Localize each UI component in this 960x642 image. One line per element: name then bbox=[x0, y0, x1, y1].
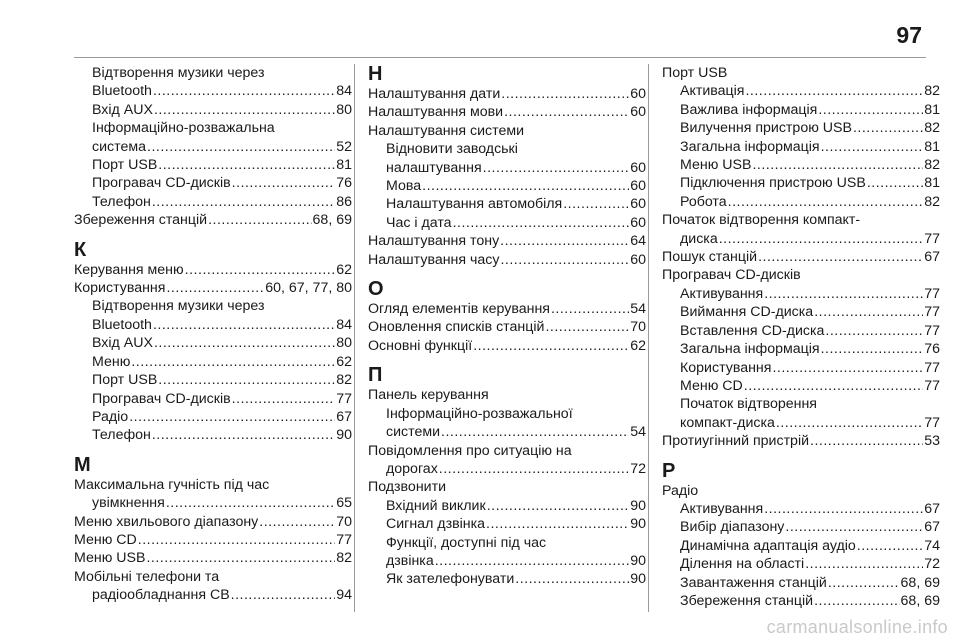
entry-title: Збереження станцій bbox=[74, 212, 208, 229]
index-subentry bbox=[74, 353, 352, 371]
watermark: carmanualsonline.info bbox=[766, 617, 948, 637]
entry-title: Програвач CD-дисків bbox=[92, 390, 231, 407]
index-subentry bbox=[662, 359, 940, 377]
entry-title: Налаштування часу bbox=[368, 251, 500, 268]
entry-title: Налаштування мови bbox=[368, 104, 504, 121]
entry-title: Меню CD bbox=[74, 531, 137, 548]
entry-title: Функції, доступні під час bbox=[386, 534, 547, 551]
index-entry bbox=[662, 266, 940, 284]
dot-leader bbox=[867, 174, 923, 192]
entry-title: Сигнал дзвінка bbox=[386, 516, 486, 533]
index-entry bbox=[74, 549, 352, 567]
index-letter-heading: Н bbox=[368, 63, 383, 85]
entry-page-ref: 64 bbox=[630, 233, 646, 250]
dot-leader bbox=[153, 316, 335, 334]
entry-title: Радіо bbox=[662, 482, 699, 499]
entry-page-ref: 54 bbox=[630, 424, 646, 441]
index-subentry bbox=[74, 316, 352, 334]
entry-title: Налаштування системи bbox=[368, 122, 525, 139]
dot-leader bbox=[129, 408, 335, 426]
entry-title: Радіо bbox=[92, 408, 129, 425]
index-subentry bbox=[74, 334, 352, 352]
entry-page-ref: 74 bbox=[924, 537, 940, 554]
entry-title: Меню CD bbox=[680, 377, 743, 394]
entry-title: Основні функції bbox=[368, 337, 473, 354]
index-subentry bbox=[662, 230, 940, 248]
index-entry bbox=[368, 318, 646, 336]
dot-leader bbox=[422, 177, 629, 195]
dot-leader bbox=[147, 138, 335, 156]
dot-leader bbox=[435, 552, 630, 570]
entry-title: увімкнення bbox=[92, 495, 165, 512]
entry-page-ref: 68, 69 bbox=[900, 574, 940, 591]
entry-page-ref: 68, 69 bbox=[900, 592, 940, 609]
entry-page-ref: 67 bbox=[924, 500, 940, 517]
index-subentry bbox=[662, 395, 940, 413]
index-subentry bbox=[74, 390, 352, 408]
entry-title: Загальна інформація bbox=[680, 341, 820, 358]
entry-title: Налаштування дати bbox=[368, 86, 501, 102]
entry-title: Налаштування тону bbox=[368, 233, 500, 250]
index-entry bbox=[662, 482, 940, 500]
entry-page-ref: 68, 69 bbox=[312, 212, 352, 229]
index-column-2 bbox=[368, 64, 646, 589]
index-letter-heading: Р bbox=[662, 459, 676, 482]
dot-leader bbox=[439, 460, 629, 478]
dot-leader bbox=[487, 497, 630, 515]
entry-page-ref: 60 bbox=[630, 159, 646, 176]
entry-title: Активування bbox=[680, 285, 764, 302]
index-subentry bbox=[74, 408, 352, 426]
entry-page-ref: 84 bbox=[336, 83, 352, 100]
index-subentry bbox=[368, 552, 646, 570]
entry-page-ref: 82 bbox=[924, 193, 940, 210]
index-subentry bbox=[368, 405, 646, 423]
dot-leader bbox=[810, 432, 923, 450]
entry-page-ref: 86 bbox=[336, 193, 352, 210]
dot-leader bbox=[745, 82, 923, 100]
entry-title: Bluetooth bbox=[92, 83, 152, 100]
index-entry bbox=[74, 211, 352, 229]
index-subentry bbox=[74, 82, 352, 100]
entry-page-ref: 70 bbox=[336, 513, 352, 530]
index-subentry bbox=[74, 156, 352, 174]
entry-page-ref: 80 bbox=[336, 101, 352, 118]
dot-leader bbox=[818, 101, 923, 119]
entry-title: Меню USB bbox=[74, 550, 146, 567]
index-entry bbox=[368, 103, 646, 121]
dot-leader bbox=[563, 195, 629, 213]
entry-title: Виймання CD-диска bbox=[680, 304, 814, 321]
entry-title: Відтворення музики через bbox=[92, 298, 265, 315]
entry-title: радіообладнання СВ bbox=[92, 587, 230, 604]
entry-title: Динамічна адаптація аудіо bbox=[680, 537, 856, 554]
index-subentry bbox=[74, 138, 352, 156]
entry-title: Вхід AUX bbox=[92, 101, 153, 118]
entry-title: Максимальна гучність під час bbox=[74, 476, 270, 493]
index-subentry bbox=[74, 371, 352, 389]
entry-page-ref: 82 bbox=[924, 120, 940, 137]
index-subentry bbox=[662, 193, 940, 211]
entry-title: Подзвонити bbox=[368, 479, 447, 496]
entry-page-ref: 81 bbox=[924, 101, 940, 118]
dot-leader bbox=[131, 353, 335, 371]
index-subentry bbox=[662, 537, 940, 555]
entry-page-ref: 84 bbox=[336, 316, 352, 333]
entry-title: Користування bbox=[680, 359, 772, 376]
entry-page-ref: 77 bbox=[924, 322, 940, 339]
entry-title: Протиугінний пристрій bbox=[662, 433, 810, 450]
entry-title: Відновити заводські bbox=[386, 141, 518, 158]
index-column-3 bbox=[662, 64, 940, 610]
entry-page-ref: 81 bbox=[924, 138, 940, 155]
dot-leader bbox=[728, 193, 924, 211]
dot-leader bbox=[500, 232, 629, 250]
entry-page-ref: 77 bbox=[924, 304, 940, 321]
index-letter-heading: М bbox=[74, 453, 91, 476]
entry-page-ref: 81 bbox=[336, 157, 352, 174]
entry-page-ref: 52 bbox=[336, 138, 352, 155]
dot-leader bbox=[853, 119, 923, 137]
dot-leader bbox=[515, 570, 629, 588]
index-subentry bbox=[662, 82, 940, 100]
entry-page-ref: 60, 67, 77, 80 bbox=[265, 280, 352, 297]
index-entry bbox=[368, 85, 646, 103]
index-subentry bbox=[662, 101, 940, 119]
index-entry bbox=[74, 531, 352, 549]
index-subentry bbox=[662, 377, 940, 395]
entry-title: Меню хвильового діапазону bbox=[74, 513, 259, 530]
entry-title: Як зателефонувати bbox=[386, 571, 515, 588]
entry-page-ref: 90 bbox=[336, 427, 352, 444]
entry-title: Мобільні телефони та bbox=[74, 568, 220, 585]
entry-page-ref: 62 bbox=[336, 261, 352, 278]
entry-title: Меню USB bbox=[680, 157, 752, 174]
index-subentry bbox=[368, 497, 646, 515]
column-divider bbox=[354, 64, 355, 612]
entry-title: Огляд елементів керування bbox=[368, 301, 550, 318]
entry-page-ref: 77 bbox=[336, 390, 352, 407]
entry-title: Активування bbox=[680, 500, 764, 517]
index-entry bbox=[662, 64, 940, 82]
entry-page-ref: 65 bbox=[336, 495, 352, 512]
index-subentry bbox=[74, 101, 352, 119]
index-subentry bbox=[368, 423, 646, 441]
index-subentry bbox=[662, 119, 940, 137]
entry-title: Налаштування автомобіля bbox=[386, 196, 563, 213]
index-subentry bbox=[662, 500, 940, 518]
dot-leader bbox=[158, 156, 335, 174]
entry-title: компакт-диска bbox=[680, 414, 775, 431]
dot-leader bbox=[232, 174, 336, 192]
entry-page-ref: 94 bbox=[336, 587, 352, 604]
index-entry bbox=[368, 232, 646, 250]
entry-title: Підключення пристрою USB bbox=[680, 175, 866, 192]
dot-leader bbox=[828, 574, 900, 592]
index-entry bbox=[368, 386, 646, 404]
index-subentry bbox=[662, 518, 940, 536]
dot-leader bbox=[154, 101, 335, 119]
entry-title: Інформаційно-розважальна bbox=[92, 120, 275, 137]
index-entry bbox=[74, 568, 352, 586]
entry-title: Керування меню bbox=[74, 261, 184, 278]
index-subentry bbox=[368, 140, 646, 158]
index-subentry bbox=[74, 586, 352, 604]
dot-leader bbox=[166, 494, 335, 512]
dot-leader bbox=[138, 531, 335, 549]
index-subentry bbox=[368, 195, 646, 213]
entry-title: Час і дата bbox=[386, 214, 452, 231]
dot-leader bbox=[857, 537, 923, 555]
entry-page-ref: 60 bbox=[630, 178, 646, 195]
dot-leader bbox=[208, 211, 311, 229]
index-subentry bbox=[662, 592, 940, 610]
entry-page-ref: 81 bbox=[924, 175, 940, 192]
dot-leader bbox=[158, 371, 335, 389]
index-subentry bbox=[662, 303, 940, 321]
header-rule bbox=[74, 57, 926, 58]
entry-title: Початок відтворення компакт- bbox=[662, 212, 861, 229]
dot-leader bbox=[504, 103, 629, 121]
dot-leader bbox=[152, 193, 335, 211]
entry-title: Завантаження станцій bbox=[680, 574, 827, 591]
entry-title: Порт USB bbox=[92, 157, 158, 174]
index-entry bbox=[74, 513, 352, 531]
dot-leader bbox=[501, 85, 629, 103]
index-entry bbox=[74, 279, 352, 297]
index-subentry bbox=[662, 555, 940, 573]
index-entry bbox=[368, 122, 646, 140]
index-subentry bbox=[74, 193, 352, 211]
entry-page-ref: 72 bbox=[924, 556, 940, 573]
index-letter-heading: П bbox=[368, 364, 383, 387]
index-entry bbox=[368, 300, 646, 318]
entry-page-ref: 70 bbox=[630, 319, 646, 336]
entry-page-ref: 90 bbox=[630, 552, 646, 569]
entry-title: Загальна інформація bbox=[680, 138, 820, 155]
entry-title: Збереження станцій bbox=[680, 592, 814, 609]
entry-page-ref: 62 bbox=[630, 337, 646, 354]
index-subentry bbox=[662, 174, 940, 192]
dot-leader bbox=[152, 426, 335, 444]
index-subentry bbox=[74, 426, 352, 444]
column-divider bbox=[648, 64, 649, 612]
entry-page-ref: 72 bbox=[630, 460, 646, 477]
index-subentry bbox=[662, 340, 940, 358]
entry-title: Вибір діапазону bbox=[680, 519, 785, 536]
index-subentry bbox=[368, 515, 646, 533]
index-subentry bbox=[662, 574, 940, 592]
entry-page-ref: 76 bbox=[336, 175, 352, 192]
dot-leader bbox=[821, 138, 924, 156]
dot-leader bbox=[473, 337, 629, 355]
dot-leader bbox=[185, 261, 336, 279]
entry-title: Вхід AUX bbox=[92, 335, 153, 352]
dot-leader bbox=[772, 359, 923, 377]
index-subentry bbox=[74, 494, 352, 512]
dot-leader bbox=[232, 390, 336, 408]
index-subentry bbox=[662, 322, 940, 340]
dot-leader bbox=[805, 555, 923, 573]
index-subentry bbox=[662, 138, 940, 156]
entry-page-ref: 67 bbox=[336, 408, 352, 425]
dot-leader bbox=[825, 322, 923, 340]
index-entry bbox=[368, 442, 646, 460]
entry-title: Вставлення CD-диска bbox=[680, 322, 825, 339]
index-entry bbox=[662, 432, 940, 450]
dot-leader bbox=[551, 300, 629, 318]
entry-title: Ділення на області bbox=[680, 556, 805, 573]
entry-title: Вилучення пристрою USB bbox=[680, 120, 852, 137]
entry-page-ref: 77 bbox=[924, 414, 940, 431]
dot-leader bbox=[441, 423, 629, 441]
entry-page-ref: 77 bbox=[924, 377, 940, 394]
entry-page-ref: 60 bbox=[630, 251, 646, 268]
dot-leader bbox=[146, 549, 335, 567]
entry-title: диска bbox=[680, 230, 718, 247]
index-subentry bbox=[74, 297, 352, 315]
entry-page-ref: 53 bbox=[924, 433, 940, 450]
entry-title: системи bbox=[386, 424, 441, 441]
entry-page-ref: 77 bbox=[924, 359, 940, 376]
dot-leader bbox=[814, 303, 923, 321]
entry-title: Телефон bbox=[92, 427, 151, 444]
entry-title: Пошук станцій bbox=[662, 249, 758, 266]
index-subentry bbox=[662, 285, 940, 303]
dot-leader bbox=[764, 500, 923, 518]
entry-page-ref: 60 bbox=[630, 196, 646, 213]
entry-title: Телефон bbox=[92, 193, 151, 210]
dot-leader bbox=[259, 513, 335, 531]
page-number: 97 bbox=[896, 22, 922, 48]
index-subentry bbox=[74, 119, 352, 137]
entry-title: Меню bbox=[92, 353, 131, 370]
dot-leader bbox=[154, 334, 335, 352]
dot-leader bbox=[483, 159, 630, 177]
dot-leader bbox=[153, 82, 335, 100]
entry-title: Повідомлення про ситуацію на bbox=[368, 442, 572, 459]
entry-title: Робота bbox=[680, 193, 727, 210]
entry-page-ref: 60 bbox=[630, 214, 646, 231]
index-letter-heading: О bbox=[368, 278, 384, 301]
dot-leader bbox=[545, 318, 629, 336]
index-column-1 bbox=[74, 64, 352, 605]
dot-leader bbox=[814, 592, 899, 610]
index-subentry bbox=[662, 156, 940, 174]
entry-title: Програвач CD-дисків bbox=[92, 175, 231, 192]
entry-page-ref: 80 bbox=[336, 335, 352, 352]
entry-page-ref: 82 bbox=[924, 157, 940, 174]
dot-leader bbox=[821, 340, 924, 358]
entry-page-ref: 67 bbox=[924, 519, 940, 536]
entry-page-ref: 76 bbox=[924, 341, 940, 358]
entry-title: Панель керування bbox=[368, 387, 489, 404]
index-entry bbox=[74, 476, 352, 494]
index-subentry bbox=[368, 460, 646, 478]
entry-title: Порт USB bbox=[92, 372, 158, 389]
index-subentry bbox=[368, 214, 646, 232]
entry-title: дзвінка bbox=[386, 552, 434, 569]
entry-page-ref: 60 bbox=[630, 86, 646, 102]
index-subentry bbox=[368, 159, 646, 177]
dot-leader bbox=[719, 230, 924, 248]
index-entry bbox=[662, 211, 940, 229]
entry-title: Bluetooth bbox=[92, 316, 152, 333]
entry-title: Користування bbox=[74, 280, 166, 297]
entry-title: налаштування bbox=[386, 159, 482, 176]
dot-leader bbox=[764, 285, 923, 303]
dot-leader bbox=[758, 248, 923, 266]
index-subentry bbox=[662, 414, 940, 432]
dot-leader bbox=[166, 279, 264, 297]
entry-page-ref: 90 bbox=[630, 497, 646, 514]
index-letter-heading: К bbox=[74, 238, 87, 261]
dot-leader bbox=[744, 377, 923, 395]
entry-title: Програвач CD-дисків bbox=[662, 267, 801, 284]
index-subentry bbox=[74, 174, 352, 192]
index-subentry bbox=[74, 64, 352, 82]
entry-title: Інформаційно-розважальної bbox=[386, 405, 573, 422]
entry-page-ref: 82 bbox=[336, 372, 352, 389]
entry-page-ref: 67 bbox=[924, 249, 940, 266]
entry-page-ref: 60 bbox=[630, 104, 646, 121]
index-entry bbox=[74, 261, 352, 279]
index-entry bbox=[368, 251, 646, 269]
entry-title: Активація bbox=[680, 83, 745, 100]
entry-page-ref: 90 bbox=[630, 571, 646, 588]
entry-title: Важлива інформація bbox=[680, 101, 818, 118]
dot-leader bbox=[486, 515, 629, 533]
dot-leader bbox=[776, 414, 923, 432]
entry-title: Початок відтворення bbox=[680, 396, 817, 413]
entry-page-ref: 77 bbox=[336, 531, 352, 548]
index-entry bbox=[368, 337, 646, 355]
entry-page-ref: 62 bbox=[336, 353, 352, 370]
entry-title: Оновлення списків станцій bbox=[368, 319, 545, 336]
entry-title: система bbox=[92, 138, 146, 155]
dot-leader bbox=[752, 156, 923, 174]
dot-leader bbox=[231, 586, 336, 604]
entry-title: Відтворення музики через bbox=[92, 65, 265, 81]
entry-title: Порт USB bbox=[662, 65, 728, 81]
entry-page-ref: 54 bbox=[630, 301, 646, 318]
entry-page-ref: 77 bbox=[924, 230, 940, 247]
dot-leader bbox=[785, 518, 923, 536]
dot-leader bbox=[500, 251, 629, 269]
index-subentry bbox=[368, 177, 646, 195]
index-entry bbox=[368, 478, 646, 496]
entry-page-ref: 82 bbox=[924, 83, 940, 100]
index-subentry bbox=[368, 534, 646, 552]
index-entry bbox=[662, 248, 940, 266]
dot-leader bbox=[453, 214, 630, 232]
entry-page-ref: 90 bbox=[630, 516, 646, 533]
entry-title: Вхідний виклик bbox=[386, 497, 486, 514]
index-subentry bbox=[368, 570, 646, 588]
entry-title: Мова bbox=[386, 178, 422, 195]
entry-page-ref: 77 bbox=[924, 285, 940, 302]
entry-page-ref: 82 bbox=[336, 550, 352, 567]
entry-title: дорогах bbox=[386, 460, 438, 477]
